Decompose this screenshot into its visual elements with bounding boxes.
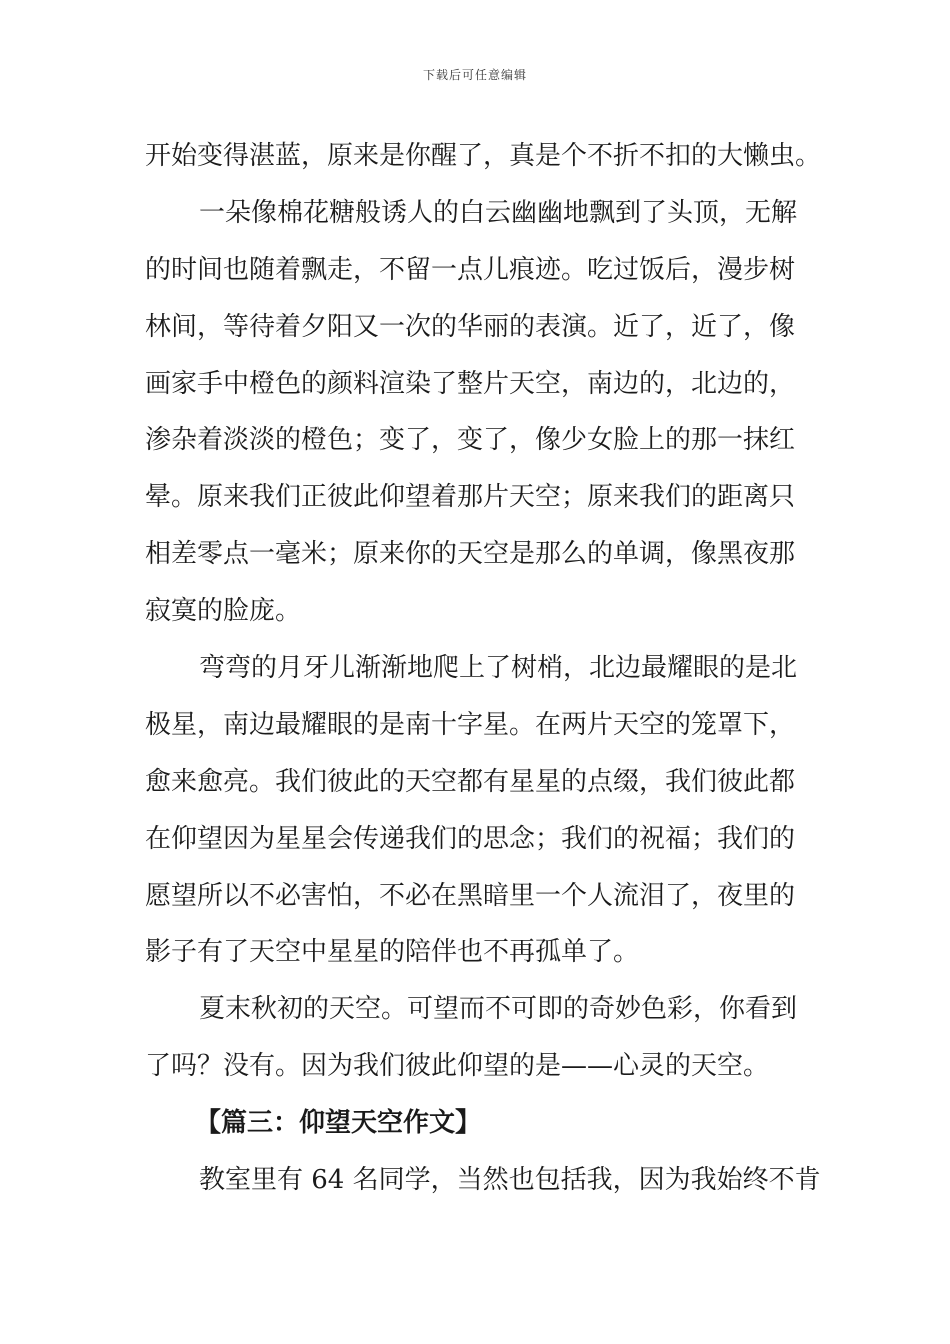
paragraph-start-line: 夏末秋初的天空。可望而不可即的奇妙色彩，你看到	[199, 994, 798, 1025]
text-line: 极星，南边最耀眼的是南十字星。在两片天空的笼罩下，	[145, 709, 796, 740]
text-line: 开始变得湛蓝，原来是你醒了，真是个不折不扣的大懒虫。	[145, 141, 822, 171]
text-line: 画家手中橙色的颜料渲染了整片天空，南边的，北边的，	[145, 368, 796, 399]
paragraph-start-line: 一朵像棉花糖般诱人的白云幽幽地飘到了头顶，无解	[199, 197, 798, 228]
text-line: 在仰望因为星星会传递我们的思念；我们的祝福；我们的	[145, 823, 796, 854]
section-heading: 【篇三：仰望天空作文】	[195, 1108, 482, 1139]
text-line: 渗杂着淡淡的橙色；变了，变了，像少女脸上的那一抹红	[145, 425, 796, 456]
essay-body	[145, 128, 822, 1209]
text-line: 影子有了天空中星星的陪伴也不再孤单了。	[145, 937, 640, 968]
text-line: 的时间也随着飘走，不留一点儿痕迹。吃过饭后，漫步树	[145, 254, 796, 285]
text-line: 晕。原来我们正彼此仰望着那片天空；原来我们的距离只	[145, 482, 796, 513]
page-header: 下载后可任意编辑	[422, 68, 527, 82]
text-line: 愿望所以不必害怕，不必在黑暗里一个人流泪了，夜里的	[145, 880, 796, 911]
paragraph-start-line: 弯弯的月牙儿渐渐地爬上了树梢，北边最耀眼的是北	[199, 653, 798, 684]
text-line: 林间，等待着夕阳又一次的华丽的表演。近了，近了，像	[145, 311, 796, 342]
text-line: 愈来愈亮。我们彼此的天空都有星星的点缀，我们彼此都	[145, 766, 796, 797]
text-line: 寂寞的脸庞。	[145, 596, 302, 627]
paragraph-start-line: 教室里有 64 名同学，当然也包括我，因为我始终不肯	[199, 1165, 821, 1196]
text-line: 了吗？没有。因为我们彼此仰望的是——心灵的天空。	[145, 1051, 770, 1082]
text-line: 相差零点一毫米；原来你的天空是那么的单调，像黑夜那	[145, 539, 796, 570]
